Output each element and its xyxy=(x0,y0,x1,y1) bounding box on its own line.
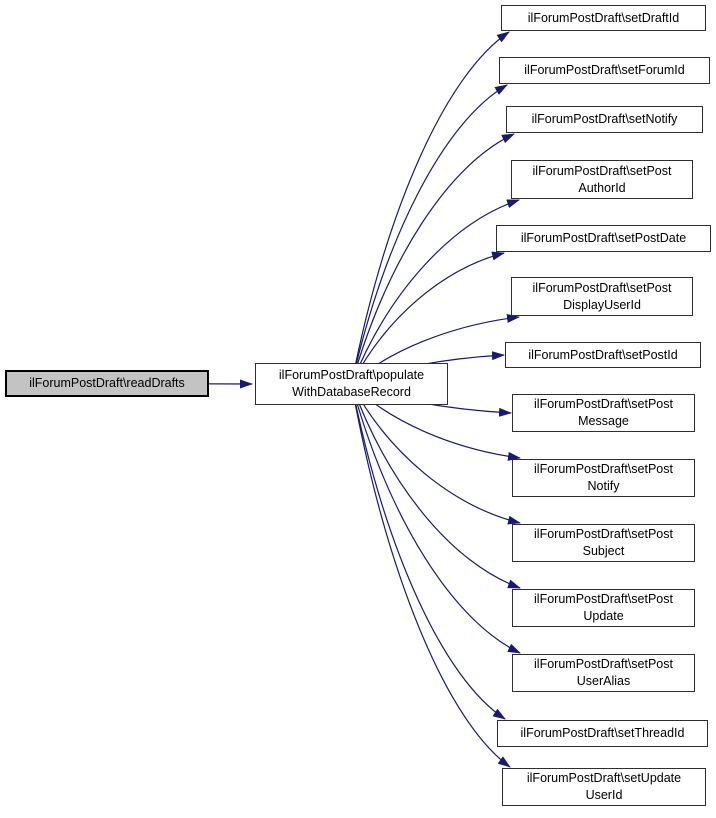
graph-node-setPostSubject[interactable] xyxy=(512,524,695,562)
edge-hub-to-setUpdateUserId xyxy=(352,384,511,767)
graph-node-setForumId[interactable] xyxy=(499,57,710,84)
graph-node-setPostMessage[interactable] xyxy=(512,394,695,432)
graph-node-label: ilForumPostDraft\setPost xyxy=(532,163,672,178)
graph-node-label: ilForumPostDraft\setDraftId xyxy=(527,10,680,25)
graph-node-label: ilForumPostDraft\setPost xyxy=(534,657,673,671)
edge-hub-to-setThreadId xyxy=(352,384,506,719)
graph-node-setThreadId[interactable] xyxy=(497,720,708,747)
graph-node-label: ilForumPostDraft\populate xyxy=(278,368,425,382)
graph-node-label: Notify xyxy=(587,479,620,493)
graph-node-label: UserId xyxy=(585,788,623,802)
graph-node-setPostUpdate[interactable] xyxy=(512,589,695,627)
graph-node-label: ilForumPostDraft\setPostDate xyxy=(520,231,687,245)
graph-node-label: DisplayUserId xyxy=(563,297,641,312)
graph-node-label: ilForumPostDraft\setPost xyxy=(534,462,673,476)
graph-node-label: AuthorId xyxy=(578,180,626,195)
graph-node-populateWithDatabaseRecord[interactable] xyxy=(255,363,448,405)
graph-node-setPostDate[interactable] xyxy=(496,225,711,252)
graph-node-label: ilForumPostDraft\setForumId xyxy=(524,63,685,77)
graph-node-setPostUserAlias[interactable] xyxy=(512,654,695,692)
graph-node-label: ilForumPostDraft\setPost xyxy=(532,280,672,295)
graph-node-label: ilForumPostDraft\setPost xyxy=(534,592,673,606)
graph-node-label: Message xyxy=(578,414,629,428)
graph-node-setDraftId[interactable] xyxy=(501,5,706,31)
graph-node-label: ilForumPostDraft\setPost xyxy=(534,397,673,411)
graph-node-readDrafts[interactable] xyxy=(5,370,209,397)
edge-hub-to-setNotify xyxy=(352,134,515,384)
graph-node-label: ilForumPostDraft\readDrafts xyxy=(29,376,185,390)
graph-node-label: Update xyxy=(583,609,624,623)
edge-hub-to-setDraftId xyxy=(352,32,510,384)
graph-node-setPostNotify[interactable] xyxy=(512,459,695,497)
graph-node-setNotify[interactable] xyxy=(506,106,703,133)
graph-node-setUpdateUserId[interactable] xyxy=(502,768,706,806)
graph-node-label: WithDatabaseRecord xyxy=(292,385,411,399)
graph-node-setPostId[interactable] xyxy=(505,342,701,368)
graph-node-label: ilForumPostDraft\setPostId xyxy=(528,347,678,362)
graph-node-label: Subject xyxy=(582,544,625,558)
graph-node-label: ilForumPostDraft\setThreadId xyxy=(520,726,685,740)
graph-node-label: UserAlias xyxy=(576,674,631,688)
graph-node-setPostDisplayUserId[interactable] xyxy=(511,277,693,316)
graph-node-label: ilForumPostDraft\setUpdate xyxy=(526,771,682,785)
graph-node-setPostAuthorId[interactable] xyxy=(511,160,693,199)
graph-node-label: ilForumPostDraft\setNotify xyxy=(531,112,678,126)
graph-node-label: ilForumPostDraft\setPost xyxy=(534,527,673,541)
